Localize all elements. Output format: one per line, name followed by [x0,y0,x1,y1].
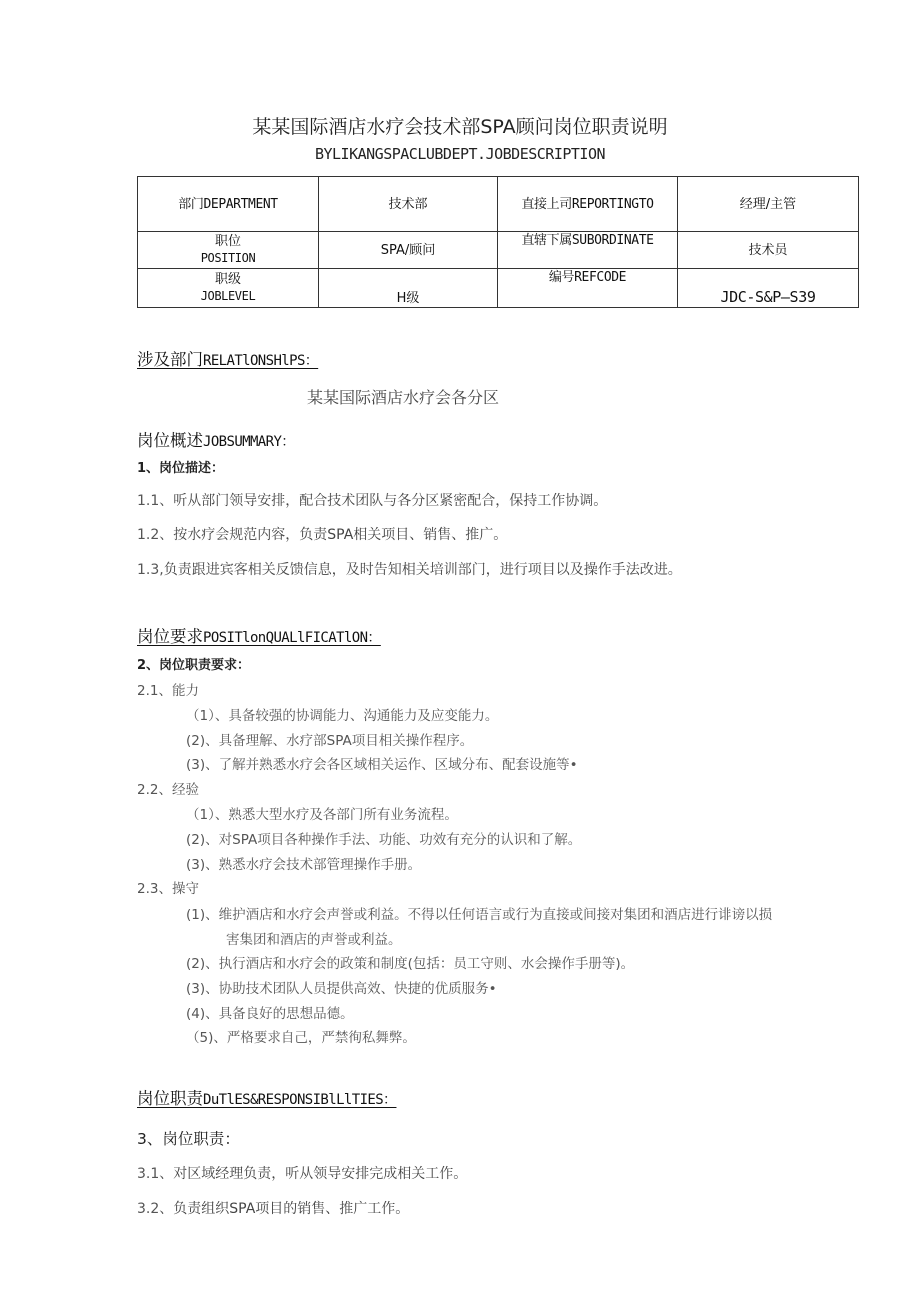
ability-heading: 2.1、能力 [137,683,199,699]
refcode-label: 编号REFCODE [498,269,678,308]
duties-heading: 岗位职责DuTlES&RESPONSIBlLlTIES： [137,1089,397,1108]
duty-item-1: 3.1、对区域经理负责，听从领导安排完成相关工作。 [137,1166,468,1182]
table-row [138,232,859,269]
job-info-table [137,176,859,308]
conduct-item-4: (4)、具备良好的思想品德。 [186,1006,354,1022]
experience-item-3: (3)、熟悉水疗会技术部管理操作手册。 [186,857,422,873]
ability-item-1: （1）、具备较强的协调能力、沟通能力及应变能力。 [186,708,499,724]
reporting-label: 直接上司REPORTINGTO [498,177,678,232]
table-row [138,269,859,308]
conduct-item-5: （5)、严格要求自己，严禁徇私舞弊。 [186,1030,416,1046]
job-summary-heading: 岗位概述JOBSUMMARY： [137,431,295,450]
ability-item-3: (3)、了解并熟悉水疗会各区域相关运作、区域分布、配套设施等• [186,757,578,773]
document-subtitle: BYLIKANGSPACLUBDEPT.JOBDESCRIPTION [314,145,606,163]
position-value: SPA/顾问 [319,232,498,269]
subordinate-label: 直辖下属SUBORDINATE [498,232,678,269]
department-label: 部门DEPARTMENT [138,177,319,232]
experience-heading: 2.2、经验 [137,782,199,798]
conduct-item-2: (2)、执行酒店和水疗会的政策和制度(包括：员工守则、水会操作手册等)。 [186,956,635,972]
summary-item-3: 1.3,负责跟进宾客相关反馈信息，及时告知相关培训部门，进行项目以及操作手法改进。 [137,562,682,578]
ability-item-2: (2)、具备理解、水疗部SPA项目相关操作程序。 [186,733,474,749]
position-label: 职位 POSITION [138,232,319,269]
duty-item-2: 3.2、负责组织SPA项目的销售、推广工作。 [137,1201,410,1217]
reporting-value: 经理/主管 [678,177,859,232]
conduct-item-1-line-2: 害集团和酒店的声誉或利益。 [226,932,402,948]
level-value: H级 [319,269,498,308]
document-title: 某某国际酒店水疗会技术部SPA顾问岗位职责说明 [252,116,668,138]
relationships-heading: 涉及部门RELATlONSHlPS： [137,350,319,369]
qualification-heading: 岗位要求POSITlonQUALlFICATlON： [137,627,381,646]
summary-item-2: 1.2、按水疗会规范内容，负责SPA相关项目、销售、推广。 [137,527,508,543]
conduct-item-1-line-1: (1)、维护酒店和水疗会声誉或利益。不得以任何语言或行为直接或间接对集团和酒店进行诽谤以损 [186,907,773,923]
job-description-subheading: 1、岗位描述： [137,461,225,476]
relationships-value: 某某国际酒店水疗会各分区 [307,388,500,407]
experience-item-2: (2)、对SPA项目各种操作手法、功能、功效有充分的认识和了解。 [186,832,582,848]
conduct-heading: 2.3、操守 [137,881,199,897]
conduct-item-3: (3)、协助技术团队人员提供高效、快捷的优质服务• [186,981,497,997]
qualification-subheading: 2、岗位职责要求： [137,658,251,673]
table-row [138,177,859,232]
duties-subheading: 3、岗位职责： [137,1130,240,1148]
department-value: 技术部 [319,177,498,232]
experience-item-1: （1）、熟悉大型水疗及各部门所有业务流程。 [186,807,458,823]
level-label: 职级 JOBLEVEL [138,269,319,308]
refcode-value: JDC-S&P—S39 [678,269,859,308]
subordinate-value: 技术员 [678,232,859,269]
summary-item-1: 1.1、听从部门领导安排，配合技术团队与各分区紧密配合，保持工作协调。 [137,493,608,509]
